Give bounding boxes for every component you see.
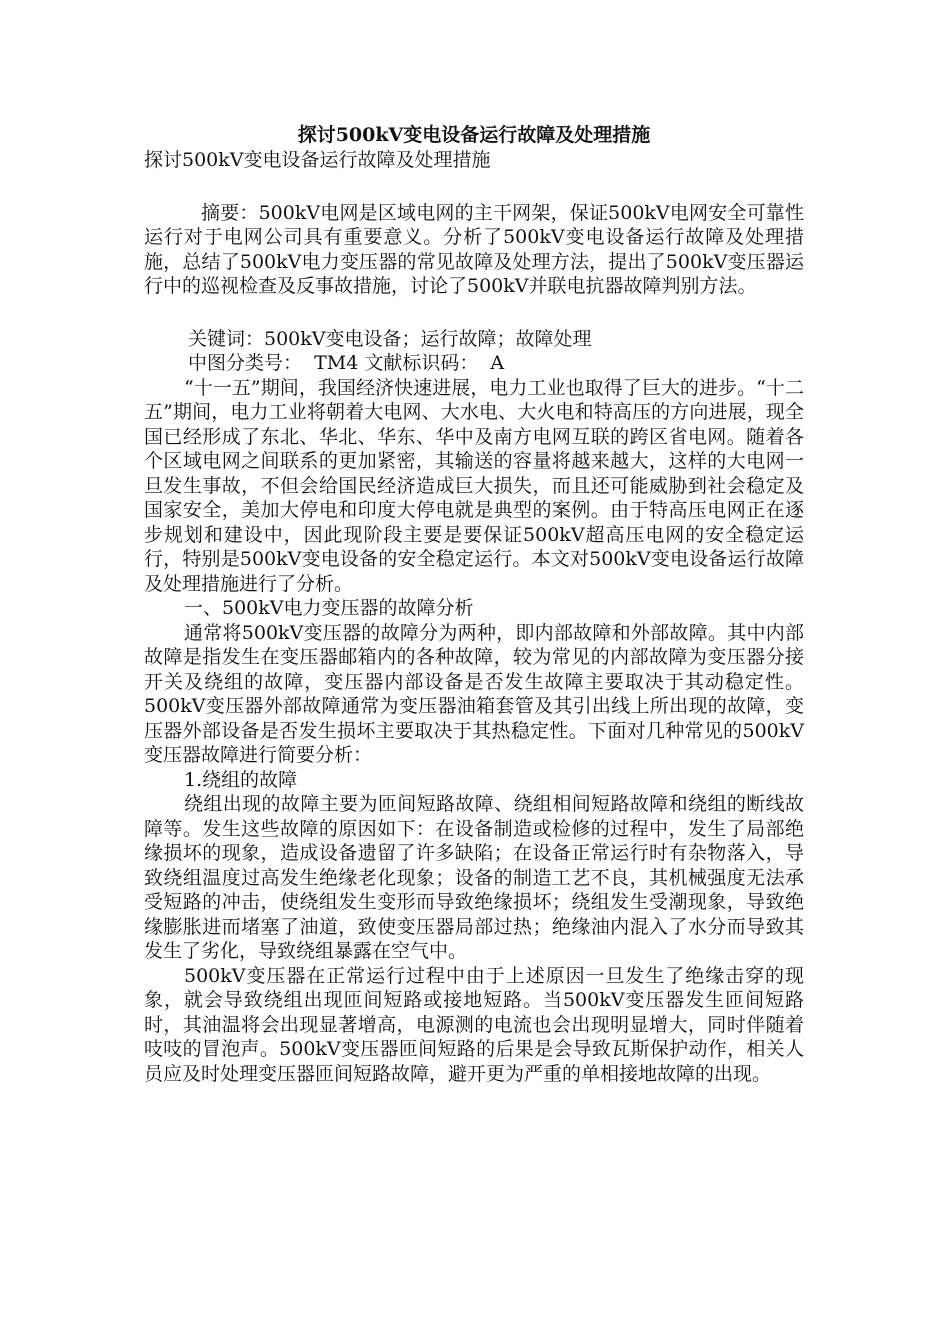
document-page [144, 122, 804, 1086]
intro-paragraph: “十一五”期间，我国经济快速进展，电力工业也取得了巨大的进步。“十二五”期间，电力工业将朝着大电网、大水电、大火电和特高压的方向进展，现全国已经形成了东北、华北、华东、华中及南方电网互联的跨区省电网。随着各个区域电网之间联系的更加紧密，其输送的容量将越来越大，这样的大电网一旦发生事故，不但会给国民经济造成巨大损失，而且还可能威胁到社会稳定及国家安全，美加大停电和印度大停电就是典型的案例。由于特高压电网正在逐步规划和建设中，因此现阶段主要是要保证500kV超高压电网的安全稳定运行，特别是500kV变电设备的安全稳定运行。本文对500kV变电设备运行故障及处理措施进行了分析。 [144, 376, 804, 595]
document-subtitle: 探讨500kV变电设备运行故障及处理措施 [144, 149, 491, 171]
classification-line: 中图分类号： TM4 文献标识码： A [188, 352, 505, 374]
subsection-paragraph: 绕组出现的故障主要为匝间短路故障、绕组相间短路故障和绕组的断线故障等。发生这些故障的原因如下：在设备制造或检修的过程中，发生了局部绝缘损坏的现象，造成设备遗留了许多缺陷；在设备正常运行时有杂物落入，导致绕组温度过高发生绝缘老化现象；设备的制造工艺不良，其机械强度无法承受短路的冲击，使绕组发生变形而导致绝缘损坏；绕组发生受潮现象，导致绝缘膨胀进而堵塞了油道，致使变压器局部过热；绝缘油内混入了水分而导致其发生了劣化，导致绕组暴露在空气中。 [144, 793, 804, 962]
keywords-line: 关键词：500kV变电设备；运行故障；故障处理 [188, 327, 592, 350]
subsection-paragraph: 500kV变压器在正常运行过程中由于上述原因一旦发生了绝缘击穿的现象，就会导致绕组出现匝间短路或接地短路。当500kV变压器发生匝间短路时，其油温将会出现显著增高，电源测的电流也会出现明显增大，同时伴随着吱吱的冒泡声。500kV变压器匝间短路的后果是会导致瓦斯保护动作，相关人员应及时处理变压器匝间短路故障，避开更为严重的单相接地故障的出现。 [144, 964, 804, 1085]
section-paragraph: 通常将500kV变压器的故障分为两种，即内部故障和外部故障。其中内部故障是指发生在变压器邮箱内的各种故障，较为常见的内部故障为变压器分接开关及绕组的故障，变压器内部设备是否发生故障主要取决于其动稳定性。500kV变压器外部故障通常为变压器油箱套管及其引出线上所出现的故障，变压器外部设备是否发生损坏主要取决于其热稳定性。下面对几种常见的500kV变压器故障进行简要分析： [144, 621, 804, 766]
abstract-paragraph: 摘要：500kV电网是区域电网的主干网架，保证500kV电网安全可靠性运行对于电网公司具有重要意义。分析了500kV变电设备运行故障及处理措施，总结了500kV电力变压器的常见故障及处理方法，提出了500kV变压器运行中的巡视检查及反事故措施，讨论了500kV并联电抗器故障判别方法。 [144, 201, 804, 297]
document-title: 探讨500kV变电设备运行故障及处理措施 [297, 124, 651, 146]
section-heading: 一、500kV电力变压器的故障分析 [184, 597, 474, 619]
subsection-heading: 1.绕组的故障 [184, 768, 298, 791]
